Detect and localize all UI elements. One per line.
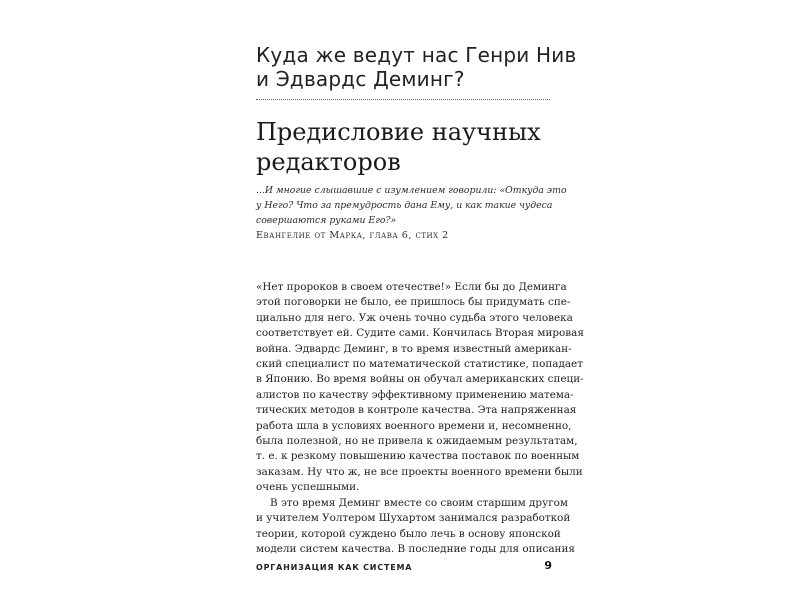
epigraph: [256, 183, 567, 228]
body-line: «Нет пророков в своем отечестве!» Если бы до Деминга: [256, 281, 567, 293]
body-line: была полезной, но не привела к ожидаемым результатам,: [256, 435, 578, 448]
body-line: и учителем Уолтером Шухартом занимался разработкой: [256, 512, 571, 525]
running-footer: ОРГАНИЗАЦИЯ КАК СИСТЕМА: [256, 563, 413, 572]
epigraph-source: Евангелие от Марка, глава 6, стих 2: [256, 230, 449, 241]
body-line: алистов по качеству эффективному применению матема-: [256, 388, 574, 401]
section-title-line: Предисловие научных: [256, 118, 541, 146]
body-line: соответствует ей. Судите сами. Кончилась Вторая мировая: [256, 327, 584, 340]
body-line: тических методов в контроле качества. Эта напряженная: [256, 404, 577, 417]
body-line: В это время Деминг вместе со своим старшим другом: [270, 496, 568, 509]
body-line: циально для него. Уж очень точно судьба этого человека: [256, 311, 573, 324]
body-line: теории, которой суждено было лечь в основу японской: [256, 527, 561, 540]
body-line: заказам. Ну что ж, не все проекты военного времени были: [256, 465, 583, 478]
section-title: [256, 117, 566, 177]
page-number: 9: [544, 559, 552, 572]
body-line: ский специалист по математической статистике, попадает: [256, 358, 583, 371]
section-title-line: редакторов: [256, 148, 401, 176]
body-line: т. е. к резкому повышению качества поставок по военным: [256, 450, 580, 463]
body-line: этой поговорки не было, ее пришлось бы придумать спе-: [256, 296, 571, 309]
body-line: в Японию. Во время войны он обучал американских специ-: [256, 373, 584, 386]
epigraph-line: ...И многие слышавшие с изумлением говорили: «Откуда это: [256, 185, 567, 196]
body-line: очень успешными.: [256, 481, 360, 494]
body-text: [256, 280, 584, 557]
body-line: война. Эдвардс Деминг, в то время известный американ-: [256, 342, 572, 355]
body-line: работа шла в условиях военного времени и, несомненно,: [256, 419, 572, 432]
chapter-title: [256, 43, 577, 91]
body-line: модели систем качества. В последние годы для описания: [256, 542, 575, 555]
chapter-title-line: и Эдвардс Деминг?: [256, 67, 465, 91]
dotted-divider: [256, 99, 550, 100]
epigraph-line: совершаются руками Его?»: [256, 215, 397, 226]
chapter-title-line: Куда же ведут нас Генри Нив: [256, 43, 577, 67]
epigraph-line: у Него? Что за премудрость дана Ему, и как такие чудеса: [256, 200, 553, 211]
